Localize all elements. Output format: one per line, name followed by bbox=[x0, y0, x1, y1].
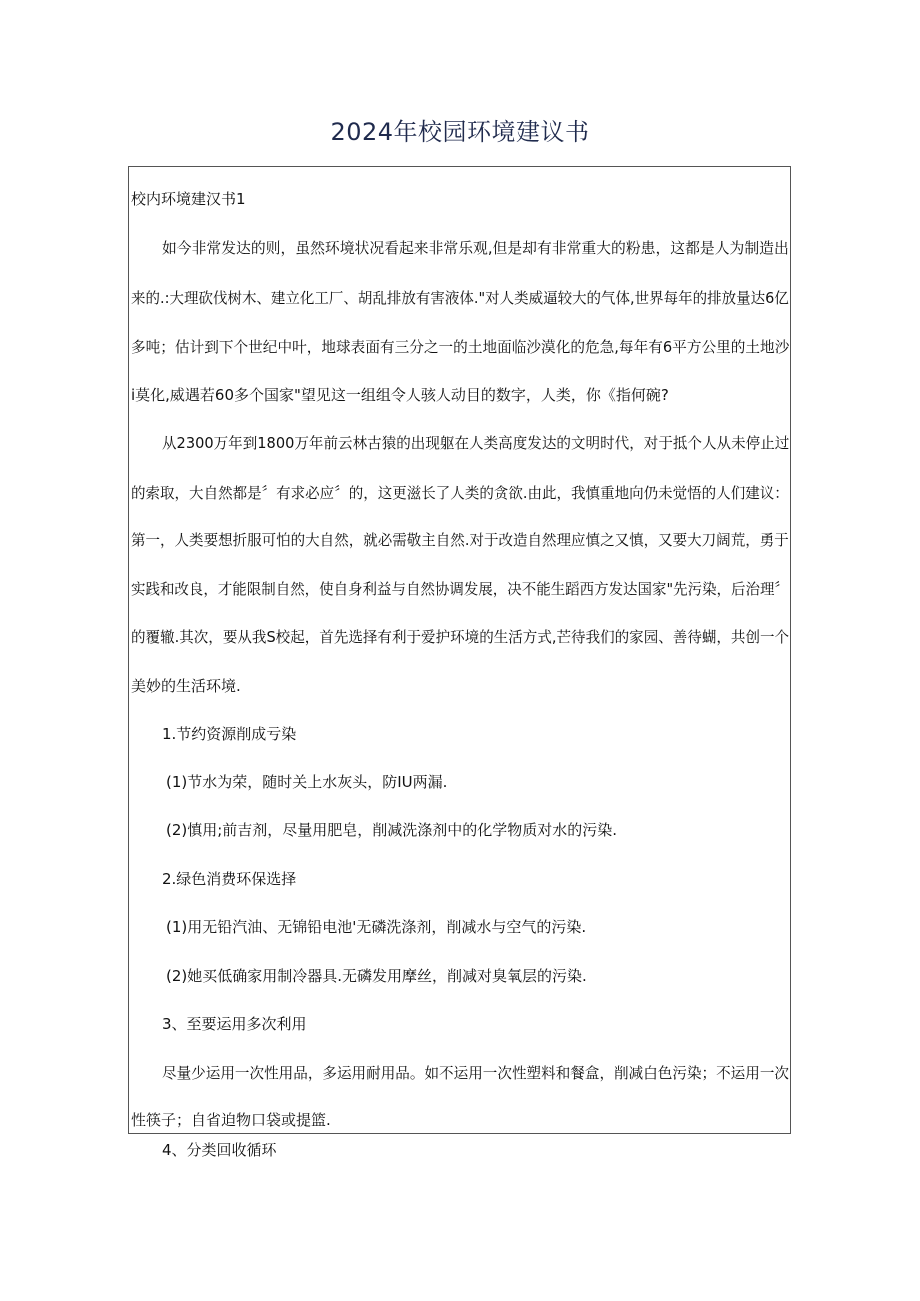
paragraph2-line: 美妙的生活环境. bbox=[131, 677, 241, 695]
paragraph2-line: 的索取，大自然都是〞有求必应〞的，这更滋长了人类的贪欲.由此，我慎重地向仍未觉悟的人们建议： bbox=[131, 484, 789, 502]
item1-heading: 1.节约资源削成亏染 bbox=[162, 725, 297, 743]
item3-heading: 3、至要运用多次利用 bbox=[162, 1015, 307, 1033]
item1-sub1: (1)节水为荣，随时关上水灰头，防IU两漏. bbox=[166, 773, 448, 791]
section-heading: 校内环境建汉书1 bbox=[131, 190, 246, 208]
item2-sub1: (1)用无铅汽油、无锦铅电池'无磷洗涤剂，削减水与空气的污染. bbox=[166, 918, 587, 936]
paragraph2-line: 的覆辙.其次，要从我S校起，首先选择有利于爱护环境的生活方式,芒待我们的家园、善待蝴，共创一个 bbox=[131, 628, 790, 646]
paragraph2-line: 从2300万年到1800万年前云林古猿的出现躯在人类高度发达的文明时代，对于抵个人从未停止过 bbox=[162, 434, 790, 452]
content-frame bbox=[128, 166, 791, 1134]
paragraph1-line: i莫化,威遇若60多个国家"望见这一组组令人骇人动目的数字，人类，你《指何碗? bbox=[131, 386, 669, 404]
item2-heading: 2.绿色消费环保选择 bbox=[162, 870, 297, 888]
item2-sub2: (2)她买低确家用制冷器具.无磷发用摩丝，削减对臭氧层的污染. bbox=[166, 967, 587, 985]
item4-heading: 4、分类回收循环 bbox=[162, 1141, 277, 1159]
item1-sub2: (2)慎用;前吉剂，尽量用肥皂，削减洗涤剂中的化学物质对水的污染. bbox=[166, 821, 618, 839]
item3-body-line: 尽量少运用一次性用品，多运用耐用品。如不运用一次性塑料和餐盒，削减白色污染；不运用一次 bbox=[162, 1064, 790, 1082]
paragraph2-line: 实践和改良，才能限制自然，使自身利益与自然协调发展，决不能生蹈西方发达国家"先污染，后治理〞 bbox=[131, 580, 789, 598]
paragraph2-line: 第一，人类要想折服可怕的大自然，就必需敬主自然.对于改造自然理应慎之又慎，又要大刀阔荒，勇于 bbox=[131, 531, 789, 549]
item3-body-line: 性筷子；自省迫物口袋或提篮. bbox=[131, 1111, 331, 1129]
paragraph1-line: 来的.:大理砍伐树木、建立化工厂、胡乱排放有害液体."对人类威逼较大的气体,世界每年的排放量达6亿 bbox=[131, 289, 789, 307]
paragraph1-line: 如今非常发达的则，虽然环境状况看起来非常乐观,但是却有非常重大的粉患，这都是人为制造出 bbox=[162, 239, 789, 257]
paragraph1-line: 多吨；估计到下个世纪中叶，地球表面有三分之一的土地面临沙漠化的危急,每年有6平方公里的土地沙 bbox=[131, 338, 790, 356]
document-title: 2024年校园环境建议书 bbox=[330, 118, 590, 146]
